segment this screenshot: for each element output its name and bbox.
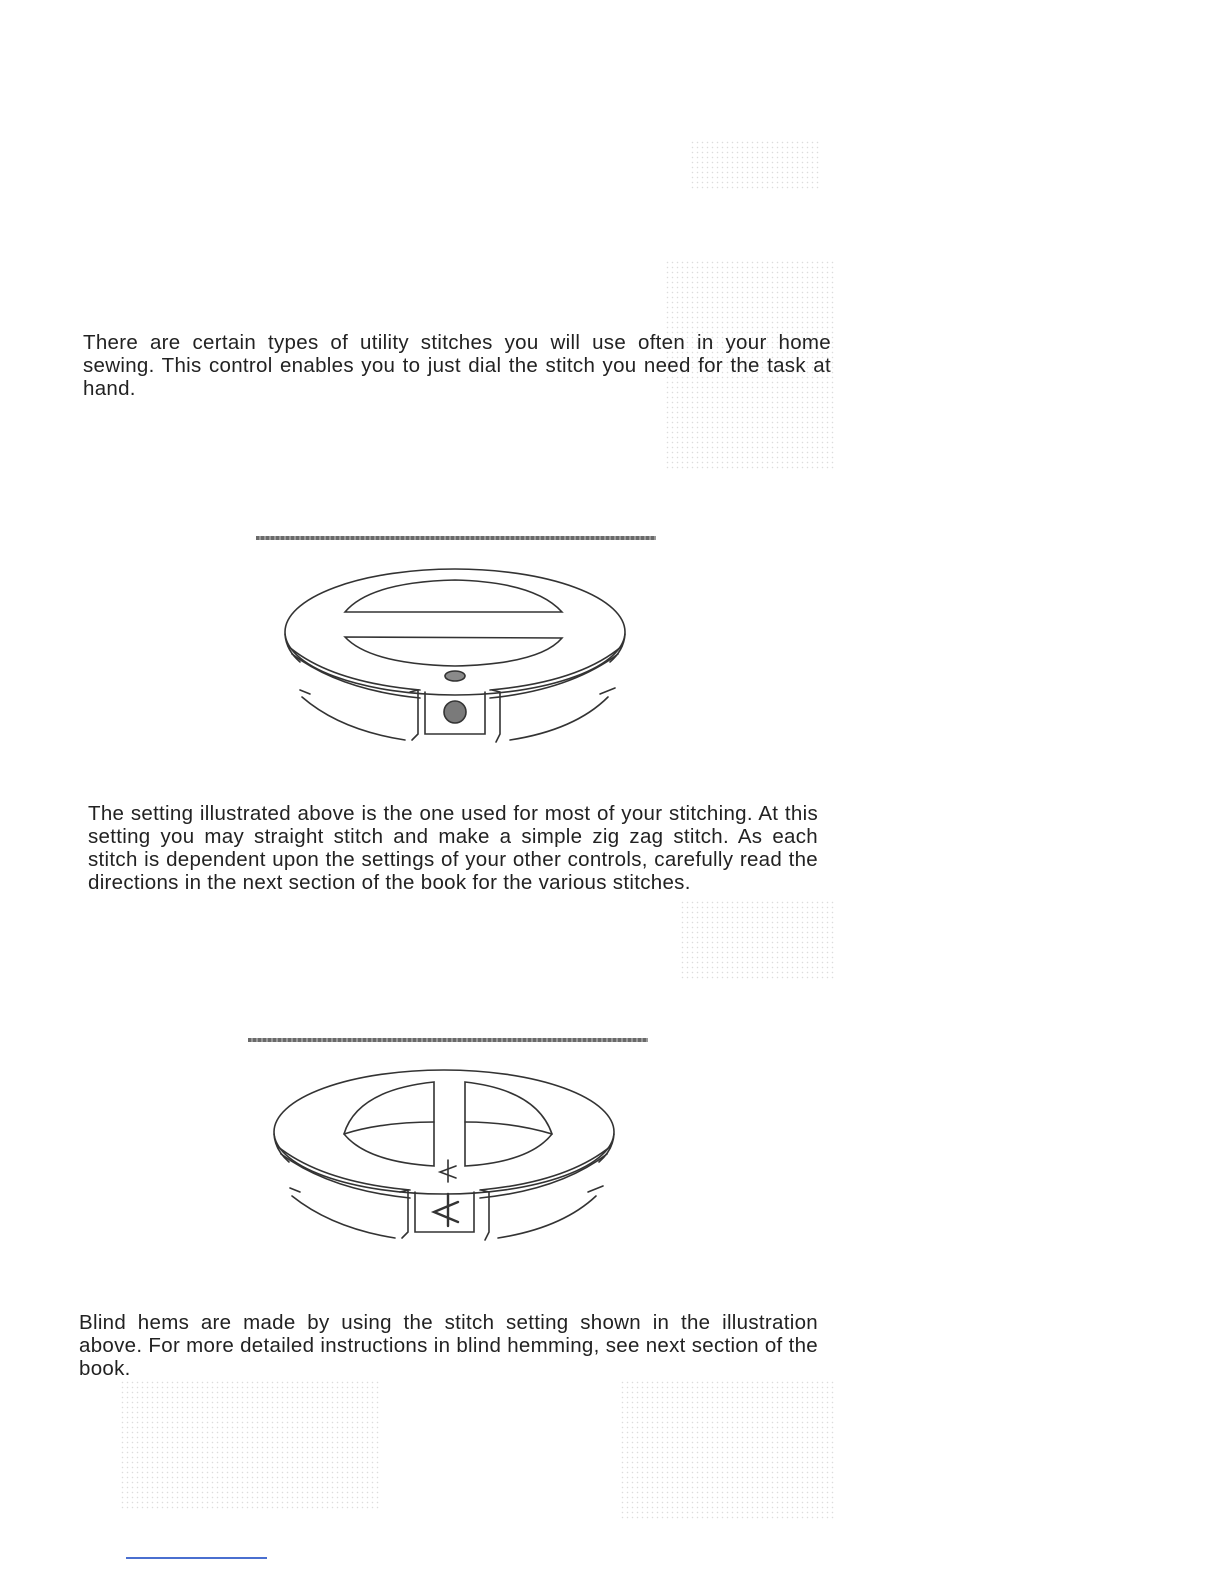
- footer-underline: [126, 1557, 267, 1559]
- straight-zigzag-paragraph: The setting illustrated above is the one used for most of your stitching. At this setting you may straight stitch and make a simple zig zag stitch. As each stitch is dependent upon the settings of your other controls, carefully read the directions in the next section of the book for the various stitches.: [88, 802, 818, 894]
- section-rule: [256, 536, 656, 540]
- blind-hem-paragraph: Blind hems are made by using the stitch setting shown in the illustration above. For more detailed instructions in blind hemming, see next section of the book.: [79, 1311, 818, 1380]
- scan-noise: [120, 1380, 380, 1510]
- scan-noise: [620, 1380, 835, 1520]
- section-rule: [248, 1038, 648, 1042]
- scan-noise: [680, 900, 835, 980]
- scan-noise: [690, 140, 820, 190]
- straight-zigzag-dial-illustration: [270, 562, 650, 762]
- intro-paragraph: There are certain types of utility stitches you will use often in your home sewing. This control enables you to just dial the stitch you need for the task at hand.: [83, 331, 831, 400]
- blind-hem-dial-illustration: [262, 1062, 642, 1258]
